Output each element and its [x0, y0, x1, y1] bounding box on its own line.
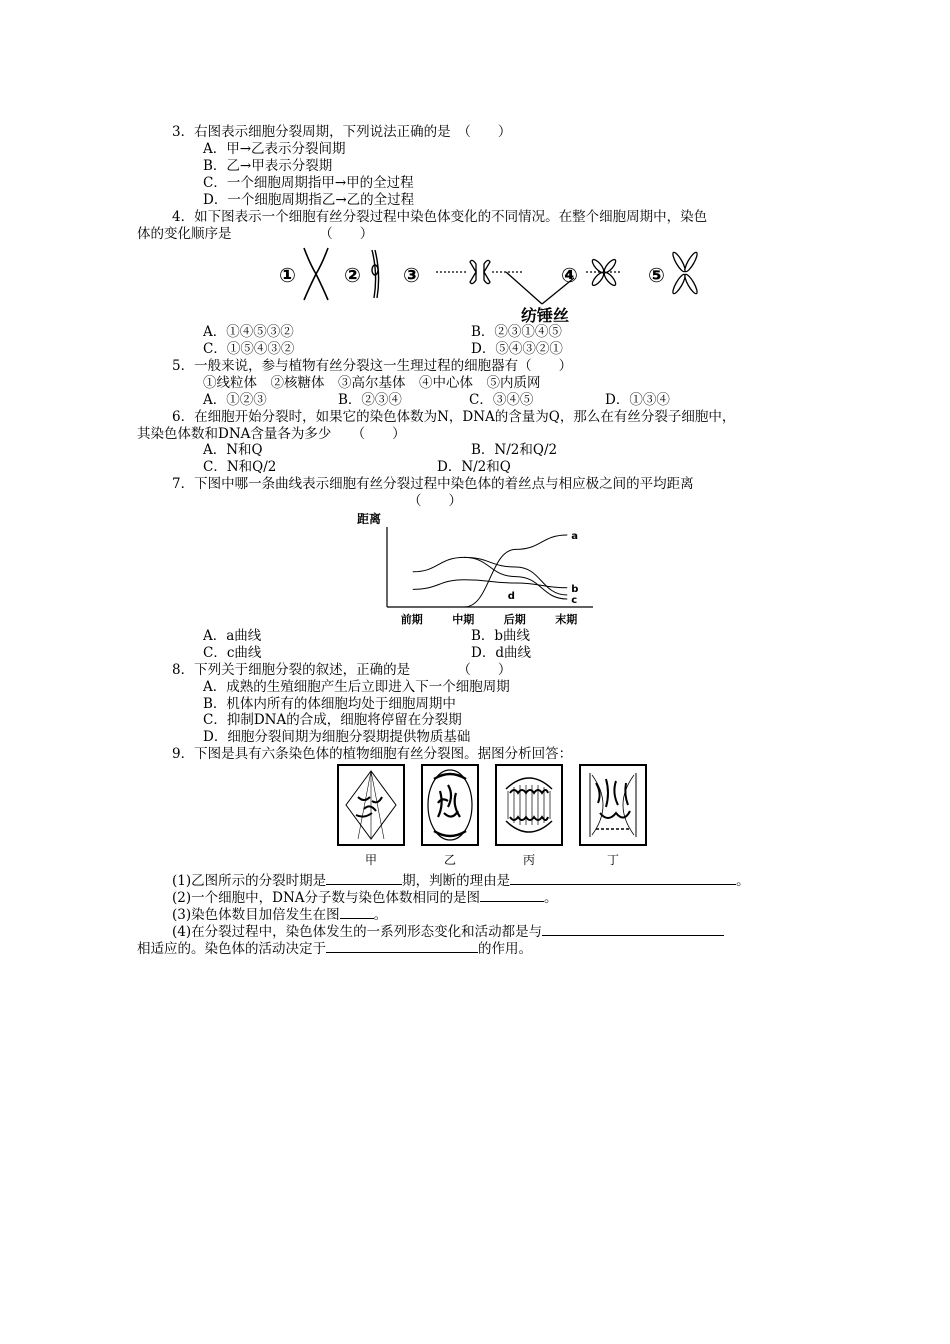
q9-sub4-text-b: 相适应的。染色体的活动决定于	[137, 941, 326, 957]
q3-option-d: D．一个细胞周期指乙→乙的全过程	[203, 192, 415, 208]
q3-option-a: A．甲→乙表示分裂间期	[203, 141, 346, 157]
q4-option-a: A．①④⑤③②	[203, 324, 294, 340]
q9-sub2-blank[interactable]	[480, 888, 544, 902]
curve-label-a: a	[571, 531, 578, 542]
q5-option-b: B．②③④	[338, 392, 402, 408]
q5-option-a: A．①②③	[203, 392, 267, 408]
curve-label-b: b	[571, 583, 579, 595]
q9-sub3-text-a: (3)染色体数目加倍发生在图	[172, 907, 340, 923]
q9-sub1-text-c: 。	[736, 873, 750, 889]
fig-num-1: ①	[279, 263, 296, 287]
curve-label-d: d	[507, 591, 515, 602]
q7-option-d: D．d曲线	[471, 645, 531, 661]
q9-stem: 9．下图是具有六条染色体的植物细胞有丝分裂图。据图分析回答：	[172, 746, 573, 762]
q9-sub1-blank-2[interactable]	[510, 871, 736, 885]
q6-option-d: D．N/2和Q	[437, 459, 511, 475]
mitosis-figures	[334, 763, 650, 867]
fig-num-5: ⑤	[648, 263, 665, 287]
cell-jia-icon	[338, 765, 404, 845]
q3-option-c: C．一个细胞周期指甲→甲的全过程	[203, 175, 414, 191]
q5-option-c: C．③④⑤	[469, 392, 534, 408]
q9-sub4-text-c: 的作用。	[478, 941, 532, 957]
q4-option-c: C．①⑤④③②	[203, 341, 295, 357]
chromosome-2-icon	[372, 250, 379, 298]
q4-stem-line1: 4．如下图表示一个细胞有丝分裂过程中染色体变化的不同情况。在整个细胞周期中，染色	[172, 209, 708, 225]
cell-bing-icon	[496, 765, 562, 845]
q9-sub4-line2	[137, 939, 532, 958]
q9-sub3-blank[interactable]	[340, 905, 374, 919]
chromosome-4-icon	[586, 258, 622, 287]
q4-stem-line2: 体的变化顺序是 （ ）	[137, 226, 374, 242]
q3-stem: 3．右图表示细胞分裂周期，下列说法正确的是 （ ）	[172, 124, 512, 140]
cell-yi-icon	[422, 765, 478, 845]
q9-sub1-text-a: (1)乙图所示的分裂时期是	[172, 873, 327, 889]
q5-stem: 5．一般来说，参与植物有丝分裂这一生理过程的细胞器有（ ）	[172, 358, 573, 374]
q7-option-b: B．b曲线	[471, 628, 531, 644]
x-tick-label: 中期	[452, 613, 475, 626]
q8-option-c: C．抑制DNA的合成，细胞将停留在分裂期	[203, 712, 462, 728]
q9-sub4-text-a: (4)在分裂过程中，染色体发生的一系列形态变化和活动都是与	[172, 924, 543, 940]
spindle-label: 纺锤丝	[521, 306, 570, 325]
q5-option-d: D．①③④	[605, 392, 670, 408]
q6-stem-line2: 其染色体数和DNA含量各为多少 （ ）	[137, 426, 406, 442]
fig-label-ding: 丁	[607, 853, 620, 867]
q5-items: ①线粒体 ②核糖体 ③高尔基体 ④中心体 ⑤内质网	[203, 375, 541, 391]
q6-option-a: A．N和Q	[203, 442, 263, 458]
fig-label-bing: 丙	[523, 853, 536, 867]
q9-sub3-text-b: 。	[373, 907, 388, 923]
q8-option-d: D．细胞分裂间期为细胞分裂期提供物质基础	[203, 729, 471, 745]
fig-label-jia: 甲	[365, 853, 378, 867]
q8-option-b: B．机体内所有的体细胞均处于细胞周期中	[203, 696, 456, 712]
cell-ding-icon	[580, 765, 646, 845]
chromosome-figure	[276, 244, 716, 326]
curve-b	[413, 580, 568, 590]
q9-sub2-text-b: 。	[544, 890, 558, 906]
q9-sub4-blank-2[interactable]	[326, 939, 478, 953]
fig-num-3: ③	[403, 263, 420, 287]
q4-option-b: B．②③①④⑤	[471, 324, 562, 340]
q8-stem: 8．下列关于细胞分裂的叙述，正确的是 （ ）	[172, 662, 512, 678]
q7-option-c: C．c曲线	[203, 645, 262, 661]
q6-option-c: C．N和Q/2	[203, 459, 277, 475]
chromosome-5-icon	[671, 251, 699, 295]
chromosome-3-icon	[436, 260, 574, 304]
q4-option-d: D．⑤④③②①	[471, 341, 563, 357]
q3-option-b: B．乙→甲表示分裂期	[203, 158, 333, 174]
q9-sub4-blank-1[interactable]	[542, 922, 724, 936]
x-tick-label: 后期	[503, 613, 526, 626]
x-tick-label: 前期	[400, 613, 423, 626]
q7-option-a: A．a曲线	[203, 628, 262, 644]
curve-label-c: c	[571, 595, 578, 606]
fig-num-2: ②	[344, 263, 361, 287]
q7-answer-paren: （ ）	[408, 493, 462, 509]
q6-stem-line1: 6．在细胞开始分裂时，如果它的染色体数为N，DNA的含量为Q，那么在有丝分裂子细胞中，	[172, 409, 736, 425]
chart-ylabel: 距离	[357, 512, 382, 526]
q8-option-a: A．成熟的生殖细胞产生后立即进入下一个细胞周期	[203, 679, 510, 695]
q9-sub1-blank-1[interactable]	[326, 871, 402, 885]
chromosome-1-icon	[304, 248, 328, 300]
q9-sub2-text-a: (2)一个细胞中，DNA分子数与染色体数相同的是图	[172, 890, 481, 906]
q7-stem: 7．下图中哪一条曲线表示细胞有丝分裂过程中染色体的着丝点与相应极之间的平均距离	[172, 476, 694, 492]
q6-option-b: B．N/2和Q/2	[471, 442, 558, 458]
fig-label-yi: 乙	[444, 853, 457, 867]
curve-a	[464, 535, 567, 607]
fig-num-4: ④	[561, 263, 578, 287]
q9-sub1-text-b: 期，判断的理由是	[402, 873, 511, 889]
distance-chart	[355, 509, 600, 629]
x-tick-label: 末期	[555, 613, 578, 626]
